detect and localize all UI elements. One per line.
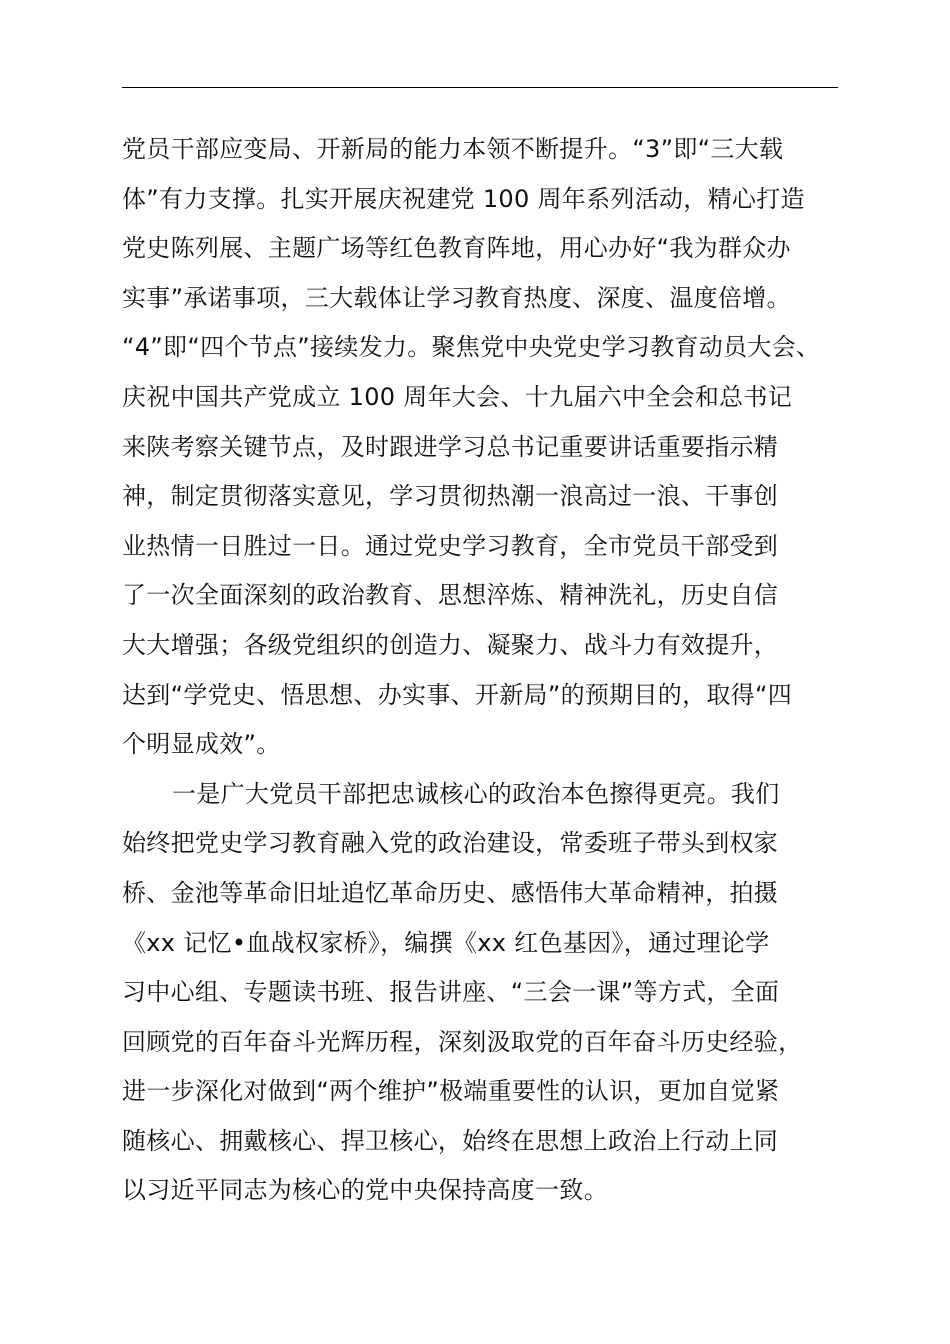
text-line: 进一步深化对做到“两个维护”极端重要性的认识，更加自觉紧: [122, 1077, 780, 1106]
paragraph-first-line: 一是广大党员干部把忠诚核心的政治本色擦得更亮。我们: [172, 779, 780, 808]
text-line: 业热情一日胜过一日。通过党史学习教育，全市党员干部受到: [122, 531, 779, 560]
text-line: 神，制定贯彻落实意见，学习贯彻热潮一浪高过一浪、干事创: [122, 482, 779, 511]
text-line: 达到“学党史、悟思想、办实事、开新局”的预期目的，取得“四: [122, 680, 792, 709]
text-line: 以习近平同志为核心的党中央保持高度一致。: [122, 1176, 608, 1205]
text-line: 回顾党的百年奋斗光辉历程，深刻汲取党的百年奋斗历史经验，: [122, 1027, 803, 1056]
text-line: 体”有力支撑。扎实开展庆祝建党 100 周年系列活动，精心打造: [122, 184, 805, 213]
text-line: 始终把党史学习教育融入党的政治建设，常委班子带头到权家: [122, 829, 779, 858]
text-line: 桥、金池等革命旧址追忆革命历史、感悟伟大革命精神，拍摄: [122, 878, 779, 907]
document-body: [122, 125, 867, 1216]
header-rule: [122, 87, 838, 88]
text-line: “4”即“四个节点”接续发力。聚焦党中央党史学习教育动员大会、: [122, 333, 821, 362]
text-line: 党员干部应变局、开新局的能力本领不断提升。“3”即“三大载: [122, 135, 784, 163]
text-line: 实事”承诺事项，三大载体让学习教育热度、深度、温度倍增。: [122, 283, 791, 312]
text-line: 大大增强；各级党组织的创造力、凝聚力、战斗力有效提升，: [122, 630, 779, 659]
text-line: 随核心、拥戴核心、捍卫核心，始终在思想上政治上行动上同: [122, 1126, 779, 1155]
text-line: 来陕考察关键节点，及时跟进学习总书记重要讲话重要指示精: [122, 432, 779, 461]
text-line: 了一次全面深刻的政治教育、思想淬炼、精神洗礼，历史自信: [122, 581, 779, 610]
text-line: 个明显成效”。: [122, 730, 281, 759]
text-line: 习中心组、专题读书班、报告讲座、“三会一课”等方式，全面: [122, 978, 780, 1007]
text-line: 庆祝中国共产党成立 100 周年大会、十九届六中全会和总书记: [122, 382, 793, 411]
text-line: 党史陈列展、主题广场等红色教育阵地，用心办好“我为群众办: [122, 234, 791, 263]
text-line: 《xx 记忆•血战权家桥》，编撰《xx 红色基因》，通过理论学: [122, 928, 770, 957]
